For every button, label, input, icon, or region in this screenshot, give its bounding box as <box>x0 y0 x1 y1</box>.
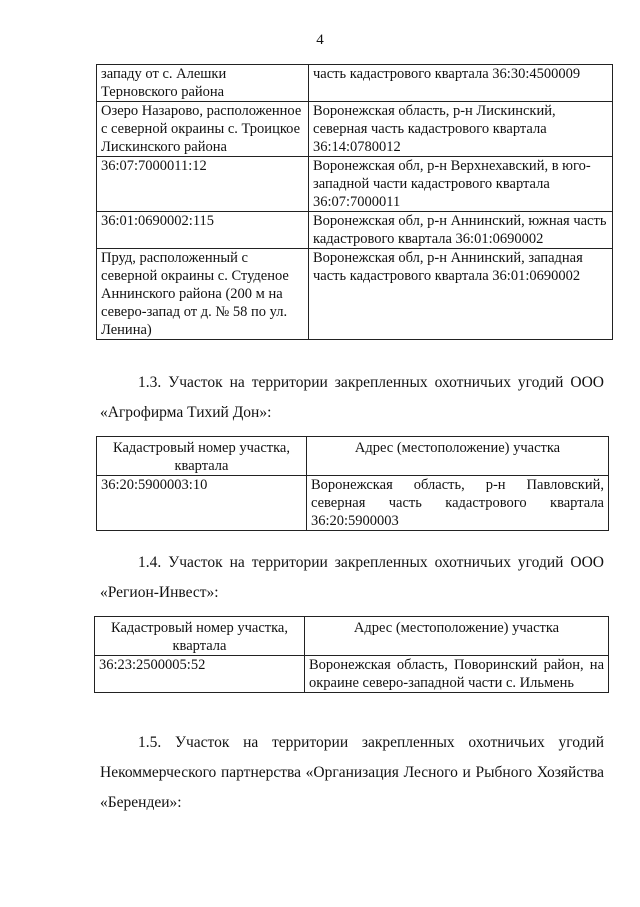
address-cell: Воронежская область, Поворинский район, на окраине северо-западной части с. Ильмень <box>305 656 609 693</box>
table-row <box>97 212 613 249</box>
water-body-name-cell: 36:01:0690002:115 <box>97 212 309 249</box>
cadastral-number-header: Кадастровый номер участка, квартала <box>95 617 305 656</box>
water-body-address-cell: Воронежская обл, р-н Аннинский, южная часть кадастрового квартала 36:01:0690002 <box>309 212 613 249</box>
water-body-name-cell: 36:07:7000011:12 <box>97 157 309 212</box>
table-row <box>97 249 613 340</box>
address-cell: Воронежская область, р-н Павловский, северная часть кадастрового квартала 36:20:5900003 <box>307 476 609 531</box>
section-1-4-table <box>94 616 609 693</box>
water-body-address-cell: Воронежская обл, р-н Аннинский, западная часть кадастрового квартала 36:01:0690002 <box>309 249 613 340</box>
page-number: 4 <box>316 32 324 48</box>
section-1-3-table <box>96 436 609 531</box>
water-body-address-cell: Воронежская область, р-н Лискинский, северная часть кадастрового квартала 36:14:0780012 <box>309 102 613 157</box>
address-header: Адрес (местоположение) участка <box>307 437 609 476</box>
section-1-5-text: 1.5. Участок на территории закрепленных охотничьих угодий Некоммерческого партнерства «Организация Лесного и Рыбного Хозяйства «Берендеи»: <box>100 734 604 811</box>
water-bodies-table <box>96 64 613 340</box>
cadastral-number-cell: 36:23:2500005:52 <box>95 656 305 693</box>
water-body-address-cell: Воронежская обл, р-н Верхнехавский, в юго-западной части кадастрового квартала 36:07:7000011 <box>309 157 613 212</box>
water-body-address-cell: часть кадастрового квартала 36:30:4500009 <box>309 65 613 102</box>
water-body-name-cell: западу от с. Алешки Терновского района <box>97 65 309 102</box>
water-body-name-cell: Пруд, расположенный с северной окраины с. Студеное Аннинского района (200 м на северо-запад от д. № 58 по ул. Ленина) <box>97 249 309 340</box>
water-body-name-cell: Озеро Назарово, расположенное с северной окраины с. Троицкое Лискинского района <box>97 102 309 157</box>
table-row <box>97 65 613 102</box>
section-1-3-text: 1.3. Участок на территории закрепленных охотничьих угодий ООО «Агрофирма Тихий Дон»: <box>100 374 604 421</box>
table-row <box>97 157 613 212</box>
table-row <box>97 102 613 157</box>
cadastral-number-header: Кадастровый номер участка, квартала <box>97 437 307 476</box>
address-header: Адрес (местоположение) участка <box>305 617 609 656</box>
section-1-4-text: 1.4. Участок на территории закрепленных охотничьих угодий ООО «Регион-Инвест»: <box>100 554 604 601</box>
cadastral-number-cell: 36:20:5900003:10 <box>97 476 307 531</box>
